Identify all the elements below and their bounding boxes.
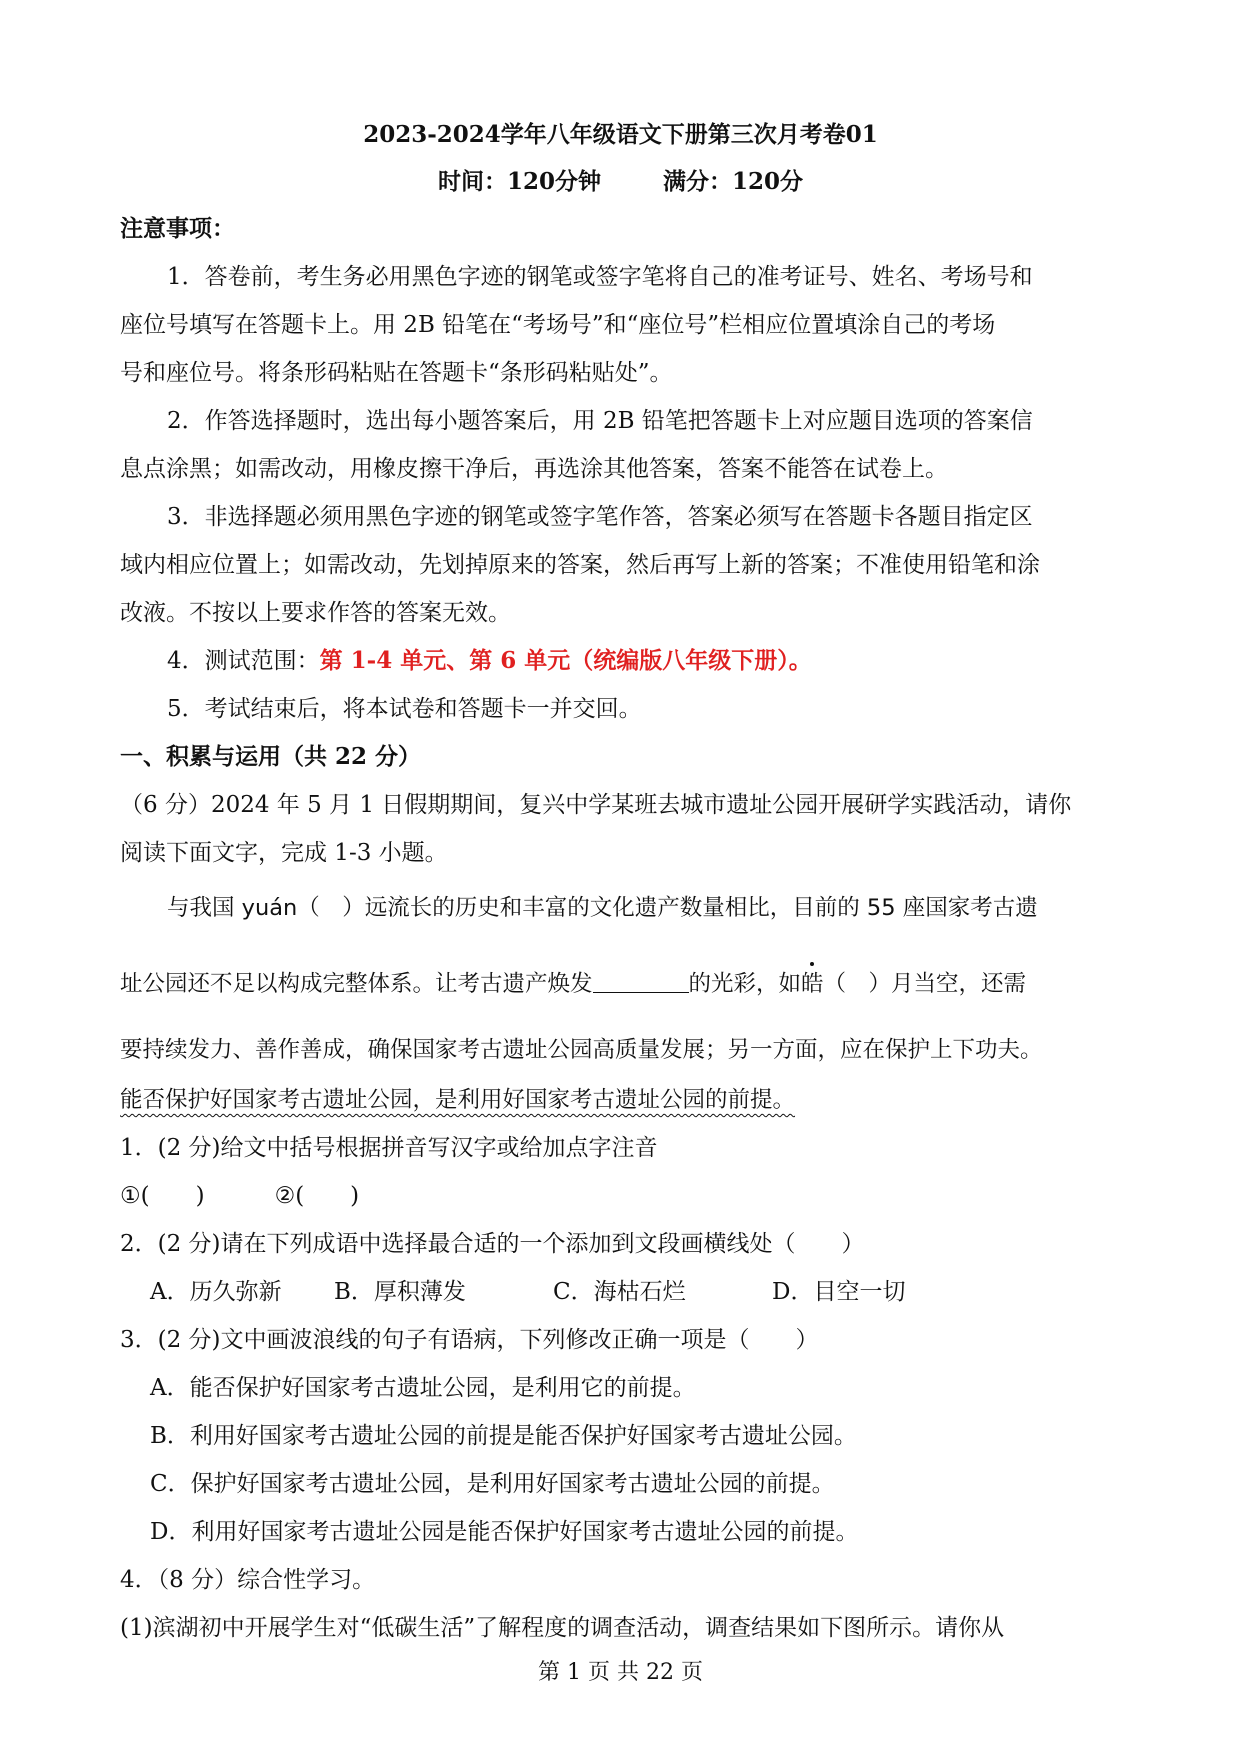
notice-item-3-line-2: 域内相应位置上；如需改动，先划掉原来的答案，然后再写上新的答案；不准使用铅笔和涂 — [120, 552, 1040, 578]
section-1-heading: 一、积累与运用（共 22 分） — [120, 743, 422, 770]
question-4-sub-1: (1)滨湖初中开展学生对“低碳生活”了解程度的调查活动，调查结果如下图所示。请你从 — [120, 1615, 1005, 1641]
notice-item-1-line-1: 1．答卷前，考生务必用黑色字迹的钢笔或签字笔将自己的准考证号、姓名、考场号和 — [167, 264, 1033, 290]
notice-item-3-line-1: 3．非选择题必须用黑色字迹的钢笔或签字笔作答，答案必须写在答题卡各题目指定区 — [167, 504, 1033, 530]
passage-line-2-end: （ ）月当空，还需 — [823, 971, 1027, 997]
notice-heading: 注意事项： — [120, 215, 235, 242]
passage-line-2-mid: 的光彩，如 — [688, 971, 802, 997]
dotted-character: 皓 — [801, 971, 824, 997]
exam-title: 2023-2024学年八年级语文下册第三次月考卷01 — [363, 121, 878, 148]
question-3-option-a: A．能否保护好国家考古遗址公园，是利用它的前提。 — [150, 1375, 696, 1401]
notice-item-5: 5．考试结束后，将本试卷和答题卡一并交回。 — [167, 696, 642, 722]
notice-item-4 — [167, 646, 812, 676]
test-scope-label: 4．测试范围： — [167, 648, 320, 674]
question-1-blanks — [120, 1181, 359, 1211]
passage-line-2-start: 址公园还不足以构成完整体系。让考古遗产焕发 — [120, 971, 593, 997]
notice-item-3-line-3: 改液。不按以上要求作答的答案无效。 — [120, 600, 511, 626]
section-1-intro-line-2: 阅读下面文字，完成 1-3 小题。 — [120, 840, 448, 866]
answer-blank-2: ②( ) — [274, 1183, 360, 1209]
passage-line-2 — [120, 969, 1026, 999]
passage-line-1: 与我国 yuán（ ）远流长的历史和丰富的文化遗产数量相比，目前的 55 座国家考古遗 — [167, 895, 1038, 921]
answer-blank-1: ①( ) — [120, 1183, 205, 1209]
question-3-option-b: B．利用好国家考古遗址公园的前提是能否保护好国家考古遗址公园。 — [150, 1423, 857, 1449]
idiom-blank — [593, 970, 689, 993]
question-1-stem: 1．(2 分)给文中括号根据拼音写汉字或给加点字注音 — [120, 1135, 658, 1161]
question-3-stem: 3．(2 分)文中画波浪线的句子有语病，下列修改正确一项是（ ） — [120, 1327, 819, 1353]
question-3-option-c: C．保护好国家考古遗址公园，是利用好国家考古遗址公园的前提。 — [150, 1471, 835, 1497]
notice-item-2-line-2: 息点涂黑；如需改动，用橡皮擦干净后，再选涂其他答案，答案不能答在试卷上。 — [120, 456, 948, 482]
time-limit: 时间：120分钟 — [437, 168, 601, 195]
notice-item-1-line-2: 座位号填写在答题卡上。用 2B 铅笔在“考场号”和“座位号”栏相应位置填涂自己的考场 — [120, 312, 996, 338]
question-2-option-d: D．目空一切 — [772, 1279, 906, 1305]
question-4-stem: 4．（8 分）综合性学习。 — [120, 1567, 376, 1593]
question-2-stem: 2．(2 分)请在下列成语中选择最合适的一个添加到文段画横线处（ ） — [120, 1231, 865, 1257]
exam-meta — [0, 167, 1241, 197]
wavy-underlined-sentence: 能否保护好国家考古遗址公园，是利用好国家考古遗址公园的前提。 — [120, 1087, 796, 1113]
page-footer: 第 1 页 共 22 页 — [538, 1660, 703, 1685]
passage-line-3: 要持续发力、善作善成，确保国家考古遗址公园高质量发展；另一方面，应在保护上下功夫。 — [120, 1037, 1043, 1063]
question-2-option-a: A．历久弥新 — [150, 1279, 282, 1305]
test-scope: 第 1-4 单元、第 6 单元（统编版八年级下册）。 — [319, 647, 812, 674]
question-2-option-c: C．海枯石烂 — [553, 1279, 686, 1305]
question-3-option-d: D．利用好国家考古遗址公园是能否保护好国家考古遗址公园的前提。 — [150, 1519, 859, 1545]
notice-item-1-line-3: 号和座位号。将条形码粘贴在答题卡“条形码粘贴处”。 — [120, 360, 673, 386]
notice-item-2-line-1: 2．作答选择题时，选出每小题答案后，用 2B 铅笔把答题卡上对应题目选项的答案信 — [167, 408, 1033, 434]
full-score: 满分：120分 — [663, 168, 804, 195]
question-2-option-b: B．厚积薄发 — [334, 1279, 466, 1305]
section-1-intro-line-1: （6 分）2024 年 5 月 1 日假期期间，复兴中学某班去城市遗址公园开展研学实践活动，请你 — [120, 792, 1072, 818]
